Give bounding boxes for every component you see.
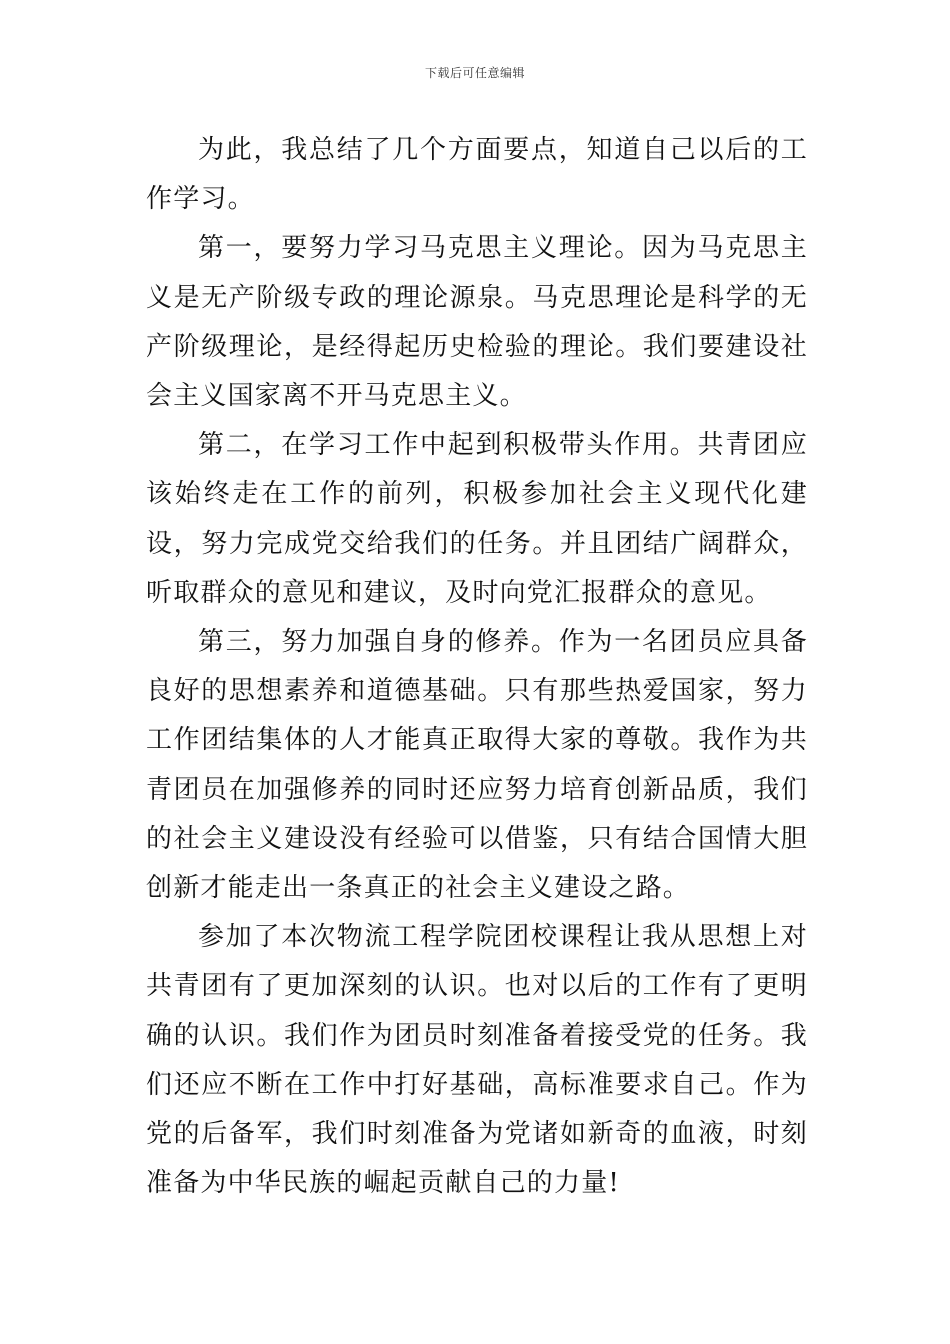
paragraph-first-point: 第一，要努力学习马克思主义理论。因为马克思主义是无产阶级专政的理论源泉。马克思理论是科学的无产阶级理论，是经得起历史检验的理论。我们要建设社会主义国家离不开马克思主义。 (146, 233, 808, 412)
document-body (146, 126, 808, 1208)
paragraph-intro: 为此，我总结了几个方面要点，知道自己以后的工作学习。 (146, 135, 808, 215)
paragraph-third-point: 第三，努力加强自身的修养。作为一名团员应具备良好的思想素养和道德基础。只有那些热爱国家，努力工作团结集体的人才能真正取得大家的尊敬。我作为共青团员在加强修养的同时还应努力培育创新品质，我们的社会主义建设没有经验可以借鉴，只有结合国情大胆创新才能走出一条真正的社会主义建设之路。 (146, 627, 808, 904)
paragraph-second-point: 第二，在学习工作中起到积极带头作用。共青团应该始终走在工作的前列，积极参加社会主义现代化建设，努力完成党交给我们的任务。并且团结广阔群众，听取群众的意见和建议，及时向党汇报群众的意见。 (146, 430, 808, 608)
page-header: 下载后可任意编辑 (424, 66, 525, 80)
paragraph-conclusion: 参加了本次物流工程学院团校课程让我从思想上对共青团有了更加深刻的认识。也对以后的工作有了更明确的认识。我们作为团员时刻准备着接受党的任务。我们还应不断在工作中打好基础，高标准要求自己。作为党的后备军，我们时刻准备为党诸如新奇的血液，时刻准备为中华民族的崛起贡献自己的力量! (146, 922, 808, 1199)
